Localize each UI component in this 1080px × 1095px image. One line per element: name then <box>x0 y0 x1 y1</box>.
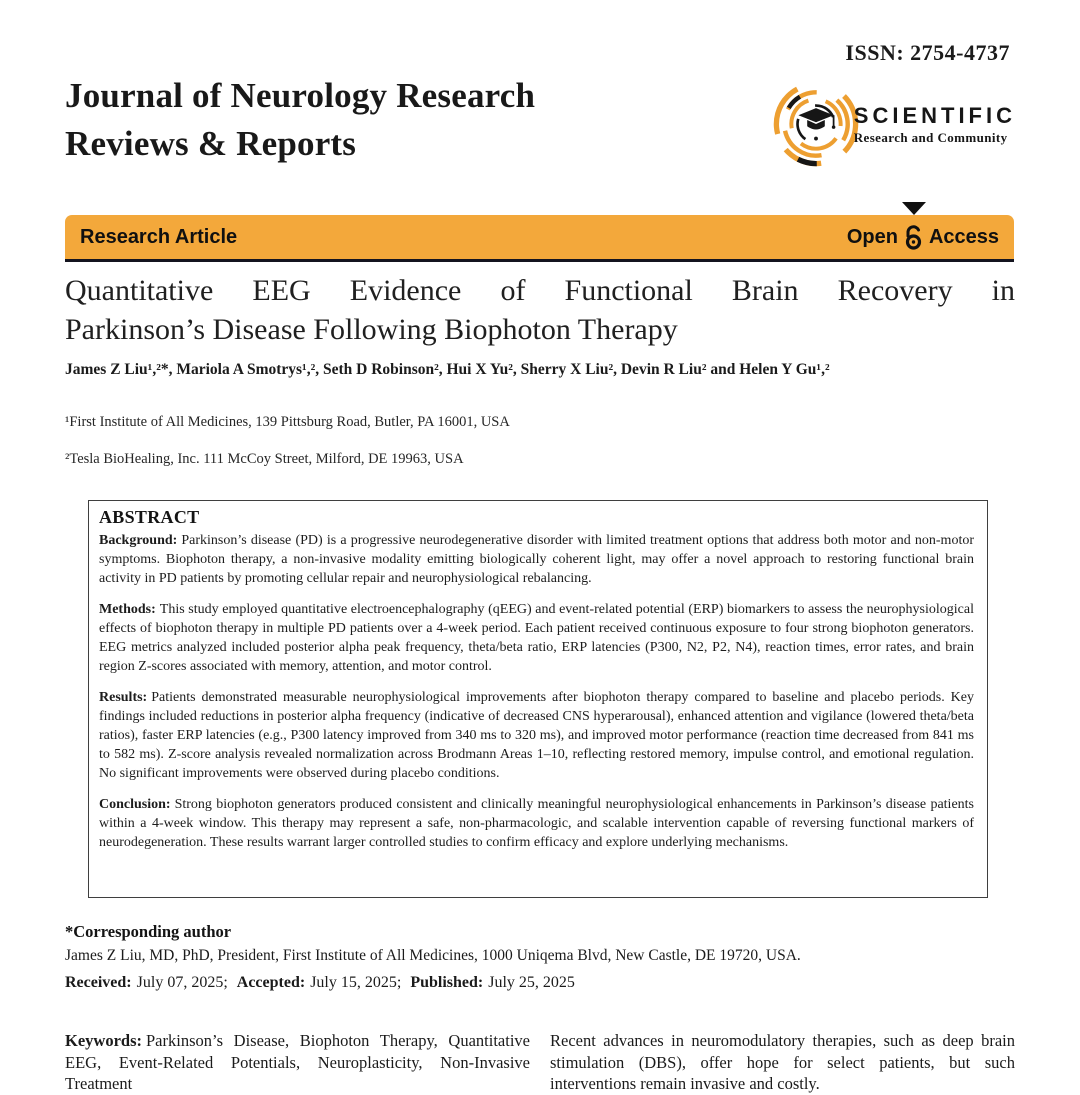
abstract-background-label: Background: <box>99 533 178 548</box>
corresponding-author-text: James Z Liu, MD, PhD, President, First Institute of All Medicines, 1000 Uniqema Blvd, New Castle, DE 19720, USA. <box>65 947 801 964</box>
keywords-label: Keywords: <box>65 1031 142 1050</box>
corresponding-author-heading: *Corresponding author <box>65 922 232 941</box>
publisher-logo-text <box>854 103 1016 146</box>
introduction-paragraph <box>550 1030 1015 1095</box>
journal-title-line1: Journal of Neurology Research <box>65 76 536 115</box>
open-access-padlock-icon <box>903 224 924 250</box>
open-access-badge <box>847 224 999 250</box>
article-title-line2: Parkinson’s Disease Following Biophoton Therapy <box>65 313 678 346</box>
abstract-results-label: Results: <box>99 690 148 705</box>
article-title-line1: Quantitative EEG Evidence of Functional Brain Recovery in <box>65 274 1015 307</box>
introduction-text: Recent advances in neuromodulatory therapies, such as deep brain stimulation (DBS), offer hope for select patients, but such interventions remain invasive and costly. <box>550 1031 1015 1093</box>
body-columns <box>65 1030 1015 1095</box>
abstract-background-text: Parkinson’s disease (PD) is a progressive neurodegenerative disorder with limited treatment options that address both motor and non-motor symptoms. Biophoton therapy, a non-invasive modality emitting biologically coherent light, may offer a novel approach to restoring functional brain activity in PD patients by promoting cellular repair and neurophysiological rebalancing. <box>99 533 974 586</box>
abstract-methods <box>99 600 974 676</box>
affiliation-2: ²Tesla BioHealing, Inc. 111 McCoy Street, Milford, DE 19963, USA <box>65 451 464 467</box>
keywords-text: Parkinson’s Disease, Biophoton Therapy, Quantitative EEG, Event-Related Potentials, Neuroplasticity, Non-Invasive Treatment <box>65 1031 530 1093</box>
journal-title-line2: Reviews & Reports <box>65 124 357 163</box>
abstract-conclusion <box>99 795 974 852</box>
abstract-results-text: Patients demonstrated measurable neurophysiological improvements after biophoton therapy compared to baseline and placebo periods. Key findings included reductions in posterior alpha frequency (indicative of decreased CNS hyperarousal), enhanced attention and vigilance (lowered theta/beta ratios), faster ERP latencies (e.g., P300 latency improved from 340 ms to 320 ms), and improved motor performance (reaction time decreased from 841 ms to 582 ms). Z-score analysis revealed normalization across Brodmann Areas 1–10, reflecting restored memory, impulse control, and emotional regulation. No significant improvements were observed during placebo conditions. <box>99 690 974 781</box>
keywords-paragraph <box>65 1030 530 1095</box>
open-access-word-open: Open <box>846 225 898 248</box>
abstract-methods-text: This study employed quantitative electroencephalography (qEEG) and event-related potential (ERP) biomarkers to assess the neurophysiological effects of biophoton therapy in multiple PD patients over a 4-week period. Each patient received continuous exposure to four strong biophoton generators. EEG metrics analyzed included posterior alpha peak frequency, theta/beta ratio, ERP latencies (P300, N2, P2, N4), reaction times, error rates, and brain region Z-scores associated with memory, attention, and motor control. <box>99 602 974 674</box>
abstract-conclusion-label: Conclusion: <box>99 797 171 812</box>
abstract-background <box>99 531 974 588</box>
abstract-methods-label: Methods: <box>99 602 156 617</box>
article-type-label: Research Article <box>80 225 238 248</box>
abstract-conclusion-text: Strong biophoton generators produced consistent and clinically meaningful neurophysiological enhancements in Parkinson’s disease patients within a 4-week window. This therapy may represent a safe, non-pharmacologic, and scalable intervention capable of reversing functional markers of neurodegeneration. These results warrant larger controlled studies to confirm efficacy and explore underlying mechanisms. <box>99 797 974 850</box>
accepted-label: Accepted: <box>236 974 306 991</box>
logo-text-main: SCIENTIFIC <box>853 102 1016 128</box>
published-label: Published: <box>410 974 484 991</box>
banner-divider <box>65 259 1014 262</box>
journal-title <box>65 72 535 168</box>
article-dates <box>65 974 584 992</box>
abstract-box <box>88 500 988 898</box>
publisher-logo <box>772 80 1016 168</box>
abstract-results <box>99 688 974 783</box>
received-label: Received: <box>65 974 132 991</box>
graduation-cap-logo-icon <box>772 80 860 168</box>
triangle-down-icon <box>902 202 926 215</box>
accepted-date: July 15, 2025; <box>310 974 402 991</box>
article-type-banner <box>65 215 1014 259</box>
received-date: July 07, 2025; <box>136 974 228 991</box>
article-title <box>65 271 1015 349</box>
published-date: July 25, 2025 <box>488 974 575 991</box>
affiliation-1: ¹First Institute of All Medicines, 139 Pittsburg Road, Butler, PA 16001, USA <box>65 414 510 430</box>
author-list: James Z Liu¹,²*, Mariola A Smotrys¹,², Seth D Robinson², Hui X Yu², Sherry X Liu², Devin R Liu² and Helen Y Gu¹,² <box>65 361 830 378</box>
abstract-heading: ABSTRACT <box>99 507 200 527</box>
open-access-word-access: Access <box>928 225 999 248</box>
logo-text-sub: Research and Community <box>853 129 1008 145</box>
issn-number: ISSN: 2754-4737 <box>845 40 1010 65</box>
